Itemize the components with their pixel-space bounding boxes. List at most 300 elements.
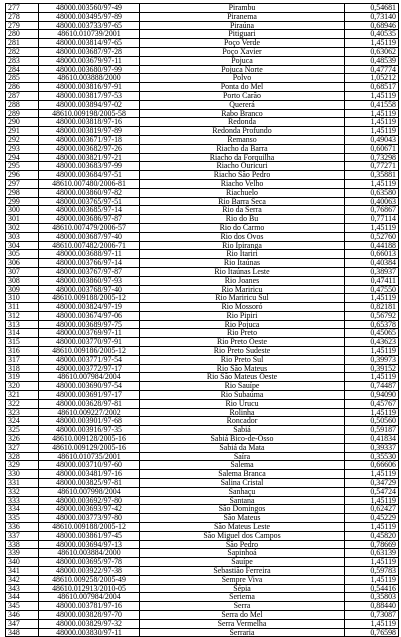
table-row bbox=[6, 91, 399, 100]
row-number: 283 bbox=[6, 56, 39, 65]
row-number: 301 bbox=[6, 215, 39, 224]
process-number: 48000.003671/97-18 bbox=[39, 135, 140, 144]
table-row bbox=[6, 56, 399, 65]
process-number: 48000.003772/97-17 bbox=[39, 364, 140, 373]
row-number: 336 bbox=[6, 523, 39, 532]
field-name: Remanso bbox=[140, 135, 345, 144]
value: 1,45119 bbox=[345, 523, 399, 532]
row-number: 342 bbox=[6, 575, 39, 584]
row-number: 330 bbox=[6, 470, 39, 479]
process-number: 48000.003825/97-81 bbox=[39, 479, 140, 488]
field-name: Serra Vermelha bbox=[140, 619, 345, 628]
table-row bbox=[6, 593, 399, 602]
process-number: 48000.003495/97-89 bbox=[39, 12, 140, 21]
process-number: 48610.007984/2004 bbox=[39, 593, 140, 602]
table-row bbox=[6, 311, 399, 320]
table-row bbox=[6, 487, 399, 496]
process-number: 48000.003680/97-99 bbox=[39, 65, 140, 74]
field-name: Riacho da Barra bbox=[140, 144, 345, 153]
table-row bbox=[6, 347, 399, 356]
process-number: 48000.003769/97-11 bbox=[39, 329, 140, 338]
row-number: 280 bbox=[6, 30, 39, 39]
table-row bbox=[6, 171, 399, 180]
field-name: Redonda bbox=[140, 118, 345, 127]
field-name: Sabiá bbox=[140, 426, 345, 435]
process-number: 48000.003768/97-40 bbox=[39, 285, 140, 294]
value: 0,60671 bbox=[345, 144, 399, 153]
table-row bbox=[6, 162, 399, 171]
process-number: 48000.003674/97-06 bbox=[39, 311, 140, 320]
value: 0,82181 bbox=[345, 303, 399, 312]
value: 0,47411 bbox=[345, 276, 399, 285]
table-row bbox=[6, 206, 399, 215]
value: 0,40535 bbox=[345, 30, 399, 39]
table-row bbox=[6, 144, 399, 153]
value: 0,88440 bbox=[345, 602, 399, 611]
table-row bbox=[6, 584, 399, 593]
field-name: Porto Carão bbox=[140, 91, 345, 100]
value: 0,39152 bbox=[345, 364, 399, 373]
row-number: 292 bbox=[6, 135, 39, 144]
value: 0,45820 bbox=[345, 531, 399, 540]
process-number: 48610.007479/2006-57 bbox=[39, 223, 140, 232]
field-name: Roncador bbox=[140, 417, 345, 426]
table-row bbox=[6, 452, 399, 461]
process-number: 48000.003679/97-11 bbox=[39, 56, 140, 65]
field-name: Rio do Carmo bbox=[140, 223, 345, 232]
process-number: 48610.007998/2004 bbox=[39, 487, 140, 496]
value: 1,45119 bbox=[345, 294, 399, 303]
process-number: 48000.003687/97-40 bbox=[39, 232, 140, 241]
row-number: 323 bbox=[6, 408, 39, 417]
row-number: 335 bbox=[6, 514, 39, 523]
row-number: 338 bbox=[6, 540, 39, 549]
table-row bbox=[6, 426, 399, 435]
table-row bbox=[6, 100, 399, 109]
process-number: 48610.003884/2000 bbox=[39, 549, 140, 558]
process-number: 48000.003481/97-16 bbox=[39, 470, 140, 479]
process-number: 48000.003686/97-87 bbox=[39, 215, 140, 224]
process-number: 48000.003773/97-80 bbox=[39, 514, 140, 523]
table-row bbox=[6, 470, 399, 479]
table-row bbox=[6, 461, 399, 470]
process-number: 48000.003683/97-99 bbox=[39, 162, 140, 171]
table-row bbox=[6, 628, 399, 637]
field-name: São Pedro bbox=[140, 540, 345, 549]
field-name: Pitiguari bbox=[140, 30, 345, 39]
process-number: 48000.003770/97-91 bbox=[39, 338, 140, 347]
field-name: Saíra bbox=[140, 452, 345, 461]
field-name: Rio Pipiri bbox=[140, 311, 345, 320]
value: 0,47774 bbox=[345, 65, 399, 74]
table-row bbox=[6, 320, 399, 329]
table-row bbox=[6, 567, 399, 576]
value: 0,52760 bbox=[345, 232, 399, 241]
field-name: Rio Mariricu Sul bbox=[140, 294, 345, 303]
process-number: 48000.003819/97-89 bbox=[39, 127, 140, 136]
table-row bbox=[6, 540, 399, 549]
value: 0,62427 bbox=[345, 505, 399, 514]
value: 0,39973 bbox=[345, 355, 399, 364]
table-row bbox=[6, 549, 399, 558]
table-row bbox=[6, 523, 399, 532]
value: 0,38937 bbox=[345, 267, 399, 276]
row-number: 294 bbox=[6, 153, 39, 162]
value: 0,76867 bbox=[345, 206, 399, 215]
row-number: 318 bbox=[6, 364, 39, 373]
value: 1,45119 bbox=[345, 373, 399, 382]
value: 0,73087 bbox=[345, 610, 399, 619]
value: 0,77271 bbox=[345, 162, 399, 171]
row-number: 341 bbox=[6, 567, 39, 576]
field-name: Rio Mossoró bbox=[140, 303, 345, 312]
field-name: São Mateus Leste bbox=[140, 523, 345, 532]
field-name: São Mateus bbox=[140, 514, 345, 523]
process-number: 48610.007984/2004 bbox=[39, 373, 140, 382]
field-name: Santana bbox=[140, 496, 345, 505]
table-row bbox=[6, 531, 399, 540]
table-row bbox=[6, 505, 399, 514]
table-row bbox=[6, 179, 399, 188]
value: 0,73140 bbox=[345, 12, 399, 21]
table-row bbox=[6, 109, 399, 118]
value: 1,45119 bbox=[345, 118, 399, 127]
field-name: Rio Ipiranga bbox=[140, 241, 345, 250]
process-number: 48000.003628/97-81 bbox=[39, 399, 140, 408]
field-name: Riacho da Forquilha bbox=[140, 153, 345, 162]
row-number: 316 bbox=[6, 347, 39, 356]
table-row bbox=[6, 39, 399, 48]
table-row bbox=[6, 294, 399, 303]
table-row bbox=[6, 355, 399, 364]
field-name: Riacho São Pedro bbox=[140, 171, 345, 180]
table-row bbox=[6, 197, 399, 206]
row-number: 322 bbox=[6, 399, 39, 408]
process-number: 48000.003817/97-53 bbox=[39, 91, 140, 100]
row-number: 289 bbox=[6, 109, 39, 118]
value: 0,35803 bbox=[345, 593, 399, 602]
field-name: Rio Preto bbox=[140, 329, 345, 338]
table-row bbox=[6, 65, 399, 74]
field-name: Riacho Velho bbox=[140, 179, 345, 188]
table-row bbox=[6, 382, 399, 391]
value: 0,41558 bbox=[345, 100, 399, 109]
table-row bbox=[6, 602, 399, 611]
field-name: Riachuelo bbox=[140, 188, 345, 197]
field-name: Rio Sauípe bbox=[140, 382, 345, 391]
row-number: 319 bbox=[6, 373, 39, 382]
field-name: Rio Itaúnas Leste bbox=[140, 267, 345, 276]
field-name: Redonda Profundo bbox=[140, 127, 345, 136]
value: 0,78669 bbox=[345, 540, 399, 549]
row-number: 343 bbox=[6, 584, 39, 593]
value: 0,45065 bbox=[345, 329, 399, 338]
process-number: 48000.003830/97-11 bbox=[39, 628, 140, 637]
row-number: 348 bbox=[6, 628, 39, 637]
value: 0,63062 bbox=[345, 47, 399, 56]
process-number: 48000.003894/97-02 bbox=[39, 100, 140, 109]
table-body bbox=[6, 4, 399, 637]
table-row bbox=[6, 338, 399, 347]
table-row bbox=[6, 373, 399, 382]
process-number: 48000.003860/97-93 bbox=[39, 276, 140, 285]
process-number: 48000.003922/97-38 bbox=[39, 567, 140, 576]
field-name: Sanhaçu bbox=[140, 487, 345, 496]
process-number: 48610.009258/2005-49 bbox=[39, 575, 140, 584]
row-number: 305 bbox=[6, 250, 39, 259]
value: 1,45119 bbox=[345, 408, 399, 417]
value: 0,49043 bbox=[345, 135, 399, 144]
row-number: 288 bbox=[6, 100, 39, 109]
table-row bbox=[6, 364, 399, 373]
row-number: 290 bbox=[6, 118, 39, 127]
value: 1,45119 bbox=[345, 179, 399, 188]
value: 0,63580 bbox=[345, 188, 399, 197]
process-number: 48000.003682/97-26 bbox=[39, 144, 140, 153]
process-number: 48610.012913/2010-05 bbox=[39, 584, 140, 593]
table-row bbox=[6, 619, 399, 628]
value: 1,45119 bbox=[345, 347, 399, 356]
table-row bbox=[6, 188, 399, 197]
row-number: 299 bbox=[6, 197, 39, 206]
row-number: 332 bbox=[6, 487, 39, 496]
process-number: 48610.010739/2001 bbox=[39, 30, 140, 39]
process-number: 48000.003901/97-68 bbox=[39, 417, 140, 426]
table-row bbox=[6, 417, 399, 426]
value: 1,45119 bbox=[345, 127, 399, 136]
value: 0,48539 bbox=[345, 56, 399, 65]
value: 1,45119 bbox=[345, 558, 399, 567]
process-number: 48000.003767/97-87 bbox=[39, 267, 140, 276]
process-number: 48000.003829/97-32 bbox=[39, 619, 140, 628]
row-number: 321 bbox=[6, 391, 39, 400]
table-row bbox=[6, 135, 399, 144]
row-number: 334 bbox=[6, 505, 39, 514]
table-row bbox=[6, 435, 399, 444]
row-number: 293 bbox=[6, 144, 39, 153]
value: 0,45767 bbox=[345, 399, 399, 408]
process-number: 48000.003814/97-65 bbox=[39, 39, 140, 48]
row-number: 281 bbox=[6, 39, 39, 48]
table-row bbox=[6, 250, 399, 259]
process-number: 48000.003691/97-17 bbox=[39, 391, 140, 400]
field-name: Pojuca Norte bbox=[140, 65, 345, 74]
value: 0,35530 bbox=[345, 452, 399, 461]
value: 1,45119 bbox=[345, 496, 399, 505]
field-name: Pirambu bbox=[140, 4, 345, 13]
row-number: 295 bbox=[6, 162, 39, 171]
value: 0,63139 bbox=[345, 549, 399, 558]
field-name: Serraria bbox=[140, 628, 345, 637]
process-number: 48000.003771/97-54 bbox=[39, 355, 140, 364]
field-name: Quererá bbox=[140, 100, 345, 109]
table-row bbox=[6, 285, 399, 294]
table-row bbox=[6, 215, 399, 224]
field-name: Rio Joanes bbox=[140, 276, 345, 285]
table-row bbox=[6, 408, 399, 417]
value: 0,65378 bbox=[345, 320, 399, 329]
field-name: Rio Preto Sudeste bbox=[140, 347, 345, 356]
value: 1,45119 bbox=[345, 109, 399, 118]
row-number: 285 bbox=[6, 74, 39, 83]
row-number: 277 bbox=[6, 4, 39, 13]
process-number: 48000.003766/97-14 bbox=[39, 259, 140, 268]
field-name: Sempre Viva bbox=[140, 575, 345, 584]
value: 0,35881 bbox=[345, 171, 399, 180]
row-number: 287 bbox=[6, 91, 39, 100]
process-number: 48610.007480/2006-81 bbox=[39, 179, 140, 188]
row-number: 311 bbox=[6, 303, 39, 312]
field-name: Rio Itariri bbox=[140, 250, 345, 259]
value: 0,56792 bbox=[345, 311, 399, 320]
row-number: 315 bbox=[6, 338, 39, 347]
table-row bbox=[6, 47, 399, 56]
value: 1,45119 bbox=[345, 619, 399, 628]
value: 0,39337 bbox=[345, 443, 399, 452]
process-number: 48000.003821/97-21 bbox=[39, 153, 140, 162]
table-row bbox=[6, 223, 399, 232]
table-row bbox=[6, 267, 399, 276]
row-number: 347 bbox=[6, 619, 39, 628]
process-number: 48000.003818/97-16 bbox=[39, 118, 140, 127]
process-number: 48000.003560/97-49 bbox=[39, 4, 140, 13]
row-number: 313 bbox=[6, 320, 39, 329]
table-row bbox=[6, 610, 399, 619]
process-number: 48000.003684/97-51 bbox=[39, 171, 140, 180]
value: 1,45119 bbox=[345, 575, 399, 584]
process-number: 48000.003710/97-60 bbox=[39, 461, 140, 470]
field-name: Pojuca bbox=[140, 56, 345, 65]
row-number: 303 bbox=[6, 232, 39, 241]
table-row bbox=[6, 329, 399, 338]
value: 1,45119 bbox=[345, 223, 399, 232]
value: 0,94090 bbox=[345, 391, 399, 400]
table-row bbox=[6, 276, 399, 285]
value: 0,73298 bbox=[345, 153, 399, 162]
value: 0,68946 bbox=[345, 21, 399, 30]
row-number: 302 bbox=[6, 223, 39, 232]
row-number: 286 bbox=[6, 83, 39, 92]
row-number: 344 bbox=[6, 593, 39, 602]
row-number: 314 bbox=[6, 329, 39, 338]
field-name: Sauípe bbox=[140, 558, 345, 567]
value: 0,74487 bbox=[345, 382, 399, 391]
process-number: 48000.003733/97-65 bbox=[39, 21, 140, 30]
row-number: 291 bbox=[6, 127, 39, 136]
table-row bbox=[6, 303, 399, 312]
row-number: 298 bbox=[6, 188, 39, 197]
process-number: 48610.009188/2005-12 bbox=[39, 523, 140, 532]
row-number: 325 bbox=[6, 426, 39, 435]
field-name: Salina Cristal bbox=[140, 479, 345, 488]
table-row bbox=[6, 399, 399, 408]
field-name: Rio do Bu bbox=[140, 215, 345, 224]
field-name: Rabo Branco bbox=[140, 109, 345, 118]
row-number: 324 bbox=[6, 417, 39, 426]
row-number: 333 bbox=[6, 496, 39, 505]
value: 0,66013 bbox=[345, 250, 399, 259]
field-name: Rio dos Ovos bbox=[140, 232, 345, 241]
field-name: Rio Urucu bbox=[140, 399, 345, 408]
process-number: 48000.003781/97-16 bbox=[39, 602, 140, 611]
field-name: São Domingos bbox=[140, 505, 345, 514]
row-number: 328 bbox=[6, 452, 39, 461]
table-row bbox=[6, 153, 399, 162]
field-name: Rio da Serra bbox=[140, 206, 345, 215]
process-number: 48610.009129/2005-16 bbox=[39, 443, 140, 452]
field-name: Ponta do Mel bbox=[140, 83, 345, 92]
table-row bbox=[6, 118, 399, 127]
process-number: 48000.003687/97-28 bbox=[39, 47, 140, 56]
table-row bbox=[6, 232, 399, 241]
row-number: 284 bbox=[6, 65, 39, 74]
value: 0,44188 bbox=[345, 241, 399, 250]
row-number: 345 bbox=[6, 602, 39, 611]
value: 0,34729 bbox=[345, 479, 399, 488]
process-number: 48000.003692/97-80 bbox=[39, 496, 140, 505]
row-number: 339 bbox=[6, 549, 39, 558]
row-number: 307 bbox=[6, 267, 39, 276]
field-name: Sépia bbox=[140, 584, 345, 593]
value: 0,45229 bbox=[345, 514, 399, 523]
row-number: 327 bbox=[6, 443, 39, 452]
row-number: 308 bbox=[6, 276, 39, 285]
process-number: 48000.003824/97-19 bbox=[39, 303, 140, 312]
row-number: 300 bbox=[6, 206, 39, 215]
process-number: 48000.003828/97-70 bbox=[39, 610, 140, 619]
value: 0,76598 bbox=[345, 628, 399, 637]
process-number: 48610.010735/2001 bbox=[39, 452, 140, 461]
table-row bbox=[6, 558, 399, 567]
row-number: 312 bbox=[6, 311, 39, 320]
value: 0,47550 bbox=[345, 285, 399, 294]
field-name: Sebastião Ferreira bbox=[140, 567, 345, 576]
process-number: 48000.003693/97-42 bbox=[39, 505, 140, 514]
field-name: Rio Preto Oeste bbox=[140, 338, 345, 347]
process-number: 48000.003916/97-35 bbox=[39, 426, 140, 435]
value: 1,45119 bbox=[345, 470, 399, 479]
process-number: 48610.009227/2002 bbox=[39, 408, 140, 417]
process-number: 48000.003685/97-14 bbox=[39, 206, 140, 215]
process-number: 48000.003765/97-51 bbox=[39, 197, 140, 206]
value: 1,05212 bbox=[345, 74, 399, 83]
table-row bbox=[6, 30, 399, 39]
row-number: 310 bbox=[6, 294, 39, 303]
row-number: 340 bbox=[6, 558, 39, 567]
value: 0,50560 bbox=[345, 417, 399, 426]
table-row bbox=[6, 443, 399, 452]
value: 0,68517 bbox=[345, 83, 399, 92]
process-number: 48000.003695/97-78 bbox=[39, 558, 140, 567]
table-row bbox=[6, 83, 399, 92]
field-name: Piranema bbox=[140, 12, 345, 21]
table-row bbox=[6, 391, 399, 400]
row-number: 331 bbox=[6, 479, 39, 488]
table-row bbox=[6, 21, 399, 30]
field-name: Poço Verde bbox=[140, 39, 345, 48]
field-name: Serra do Mel bbox=[140, 610, 345, 619]
table-row bbox=[6, 575, 399, 584]
field-name: Rio Mariricu bbox=[140, 285, 345, 294]
value: 0,40063 bbox=[345, 197, 399, 206]
table-row bbox=[6, 12, 399, 21]
table-row bbox=[6, 74, 399, 83]
process-number: 48000.003860/97-82 bbox=[39, 188, 140, 197]
value: 0,59783 bbox=[345, 567, 399, 576]
field-name: Rio São Mateus Oeste bbox=[140, 373, 345, 382]
process-number: 48610.009188/2005-12 bbox=[39, 294, 140, 303]
row-number: 306 bbox=[6, 259, 39, 268]
